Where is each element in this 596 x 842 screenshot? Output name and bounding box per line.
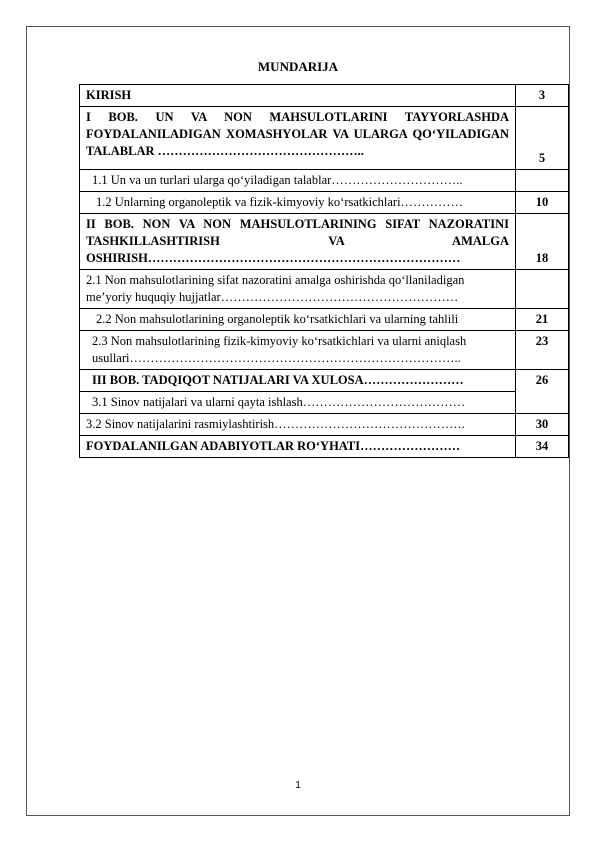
toc-entry-page <box>516 170 569 192</box>
toc-row-2-3 <box>80 331 569 370</box>
toc-row-1-1 <box>80 170 569 192</box>
toc-entry-text: FOYDALANILGAN ADABIYOTLAR RO‘YHATI…………………… <box>80 436 516 458</box>
toc-entry-page: 5 <box>516 107 569 170</box>
toc-row-1-2 <box>80 192 569 214</box>
toc-row-2-1 <box>80 270 569 309</box>
toc-entry-text: 2.2 Non mahsulotlarining organoleptik ko‘rsatkichlari va ularning tahlili <box>80 309 516 331</box>
toc-entry-page: 10 <box>516 192 569 214</box>
toc-entry-text: KIRISH <box>80 85 516 107</box>
toc-row-chapter-3 <box>80 370 569 392</box>
toc-row-chapter-2 <box>80 214 569 270</box>
toc-entry-page: 34 <box>516 436 569 458</box>
toc-row-references <box>80 436 569 458</box>
toc-entry-page: 23 <box>516 331 569 370</box>
toc-entry-page: 26 <box>516 370 569 414</box>
table-of-contents <box>79 84 569 458</box>
toc-entry-page: 18 <box>516 214 569 270</box>
toc-entry-text: 1.1 Un va un turlari ularga qo‘yiladigan talablar………………………….. <box>80 170 516 192</box>
toc-entry-text: II BOB. NON VA NON MAHSULOTLARINING SIFAT NAZORATINI TASHKILLASHTIRISH VA AMALGA OSHIRISH………………………………………………………………… <box>80 214 516 270</box>
toc-row-kirish <box>80 85 569 107</box>
toc-row-2-2 <box>80 309 569 331</box>
toc-entry-text: I BOB. UN VA NON MAHSULOTLARINI TAYYORLASHDA FOYDALANILADIGAN XOMASHYOLAR VA ULARGA QO‘YILADIGAN TALABLAR ………………………………………….. <box>80 107 516 170</box>
toc-entry-text: 3.2 Sinov natijalarini rasmiylashtirish………………………………………. <box>80 414 516 436</box>
toc-entry-text: 2.1 Non mahsulotlarining sifat nazoratini amalga oshirishda qo‘llaniladigan me’yoriy huquqiy hujjatlar………………………………………………… <box>80 270 516 309</box>
page-number: 1 <box>295 780 301 791</box>
toc-row-3-2 <box>80 414 569 436</box>
toc-row-3-1 <box>80 392 569 414</box>
toc-entry-page: 3 <box>516 85 569 107</box>
toc-entry-text: 3.1 Sinov natijalari va ularni qayta ishlash………………………………… <box>80 392 516 414</box>
toc-entry-page: 30 <box>516 414 569 436</box>
page-title: MUNDARIJA <box>257 59 339 74</box>
toc-entry-page <box>516 270 569 309</box>
toc-row-chapter-1 <box>80 107 569 170</box>
toc-entry-text: III BOB. TADQIQOT NATIJALARI VA XULOSA…………………… <box>80 370 516 392</box>
toc-entry-text: 2.3 Non mahsulotlarining fizik-kimyoviy ko‘rsatkichlari va ularni aniqlash usullari…………………………………………………………………….. <box>80 331 516 370</box>
toc-entry-page: 21 <box>516 309 569 331</box>
toc-entry-text: 1.2 Unlarning organoleptik va fizik-kimyoviy ko‘rsatkichlari…………… <box>80 192 516 214</box>
